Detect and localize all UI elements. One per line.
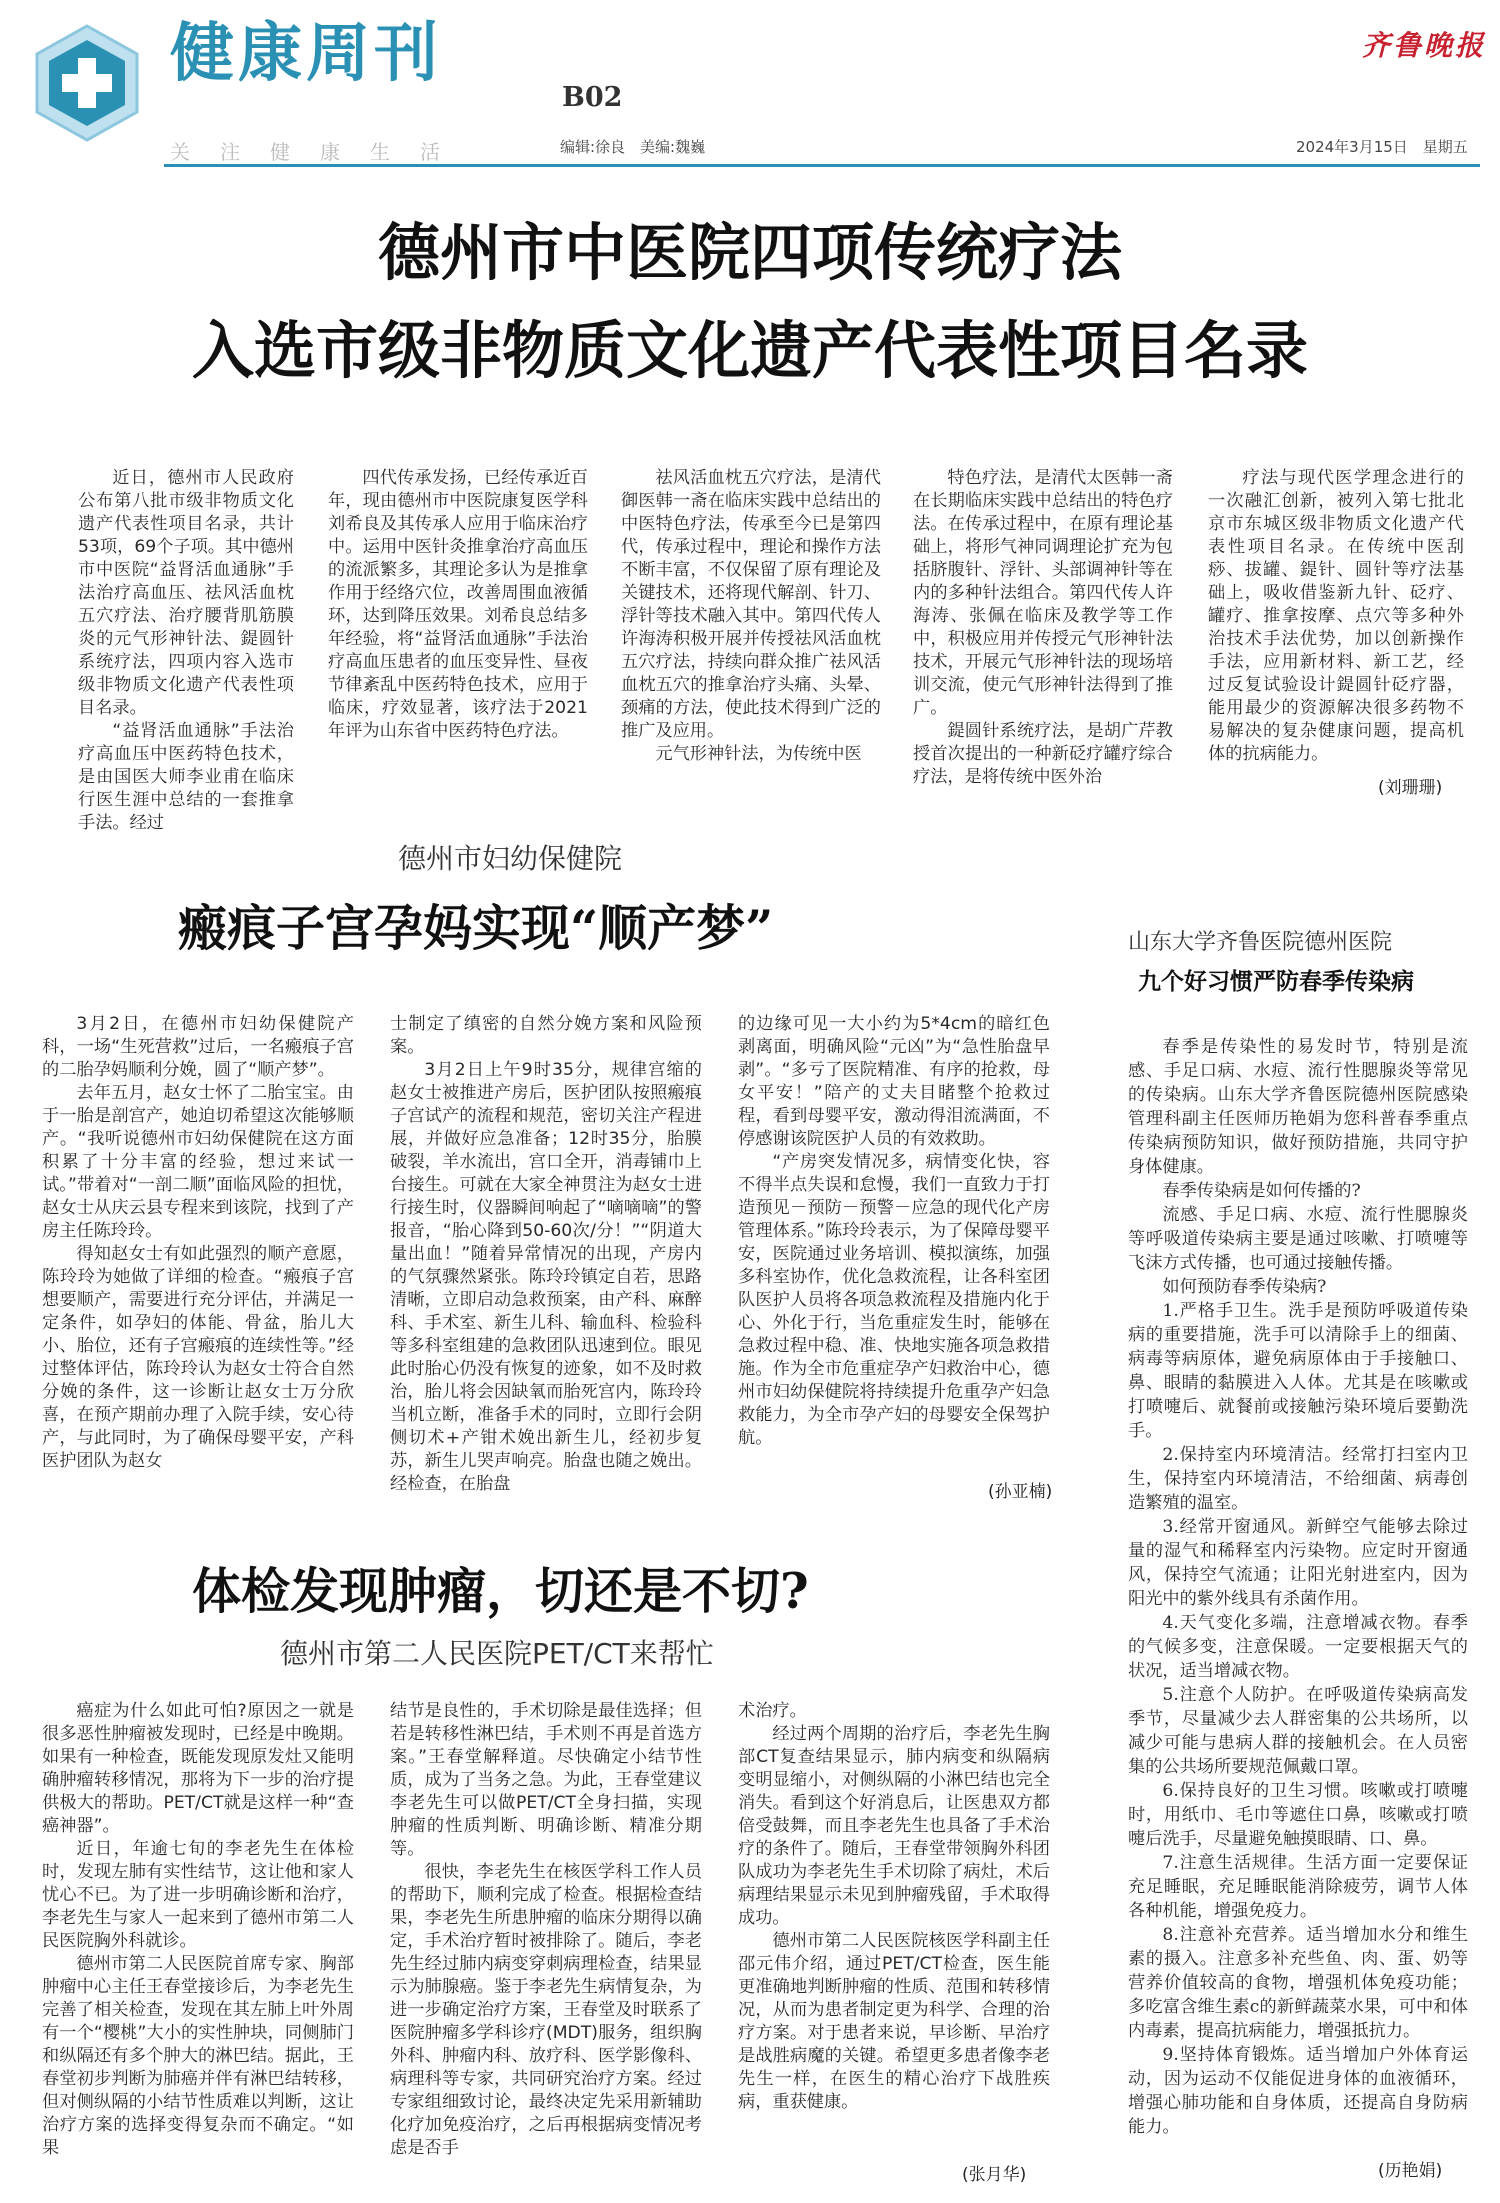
paragraph: “产房突发情况多，病情变化快，容不得半点失误和怠慢，我们一直致力于打造预见－预防－预警－应急的现代化产房管理体系。”陈玲玲表示，为了保障母婴平安，医院通过业务培训、模拟演练，加强多科室协作，优化急救流程，让各科室团队医护人员将各项急救流程及措施内化于心、外化于行，当危重症发生时，能够在急救过程中稳、准、快地实施各项急救措施。作为全市危重症孕产妇救治中心，德州市妇幼保健院将持续提升危重孕产妇急救能力，为全市孕产妇的母婴安全保驾护航。 (738, 1152, 1050, 1448)
article2-byline: (孙亚楠) (988, 1482, 1053, 1502)
paragraph: 术治疗。 (738, 1701, 807, 1721)
newspaper-logo: 齐鲁晚报 (1362, 29, 1487, 62)
tip-item: 5.注意个人防护。在呼吸道传染病高发季节，尽量减少去人群密集的公共场所，以减少可能与患病人群的接触机会。在人员密集的公共场所要规范佩戴口罩。 (1128, 1685, 1468, 1777)
article3-column-2 (390, 1700, 702, 2160)
tip-item: 2.保持室内环境清洁。经常打扫室内卫生，保持室内环境清洁，不给细菌、病毒创造繁殖的温室。 (1128, 1445, 1468, 1513)
paragraph: 经过两个周期的治疗后，李老先生胸部CT复查结果显示，肺内病变和纵隔病变明显缩小，对侧纵隔的小淋巴结也完全消失。看到这个好消息后，让医患双方都倍受鼓舞，而且李老先生也具备了手术治疗的条件了。随后，王春堂带领胸外科团队成功为李老先生手术切除了病灶，术后病理结果显示未见到肿瘤残留，手术取得成功。 (738, 1724, 1050, 1928)
paragraph: 近日，年逾七旬的李老先生在体检时，发现左肺有实性结节，这让他和家人忧心不已。为了进一步明确诊断和治疗，李老先生与家人一起来到了德州市第二人民医院胸外科就诊。 (42, 1839, 354, 1951)
hexagon-cross-icon (22, 18, 152, 148)
paragraph: 士制定了缜密的自然分娩方案和风险预案。 (390, 1014, 702, 1057)
paragraph: 鍉圆针系统疗法，是胡广芹教授首次提出的一种新砭疗罐疗综合疗法，是将传统中医外治 (913, 721, 1173, 787)
tip-item: 6.保持良好的卫生习惯。咳嗽或打喷嚏时，用纸巾、毛巾等遮住口鼻，咳嗽或打喷嚏后洗手，尽量避免触摸眼睛、口、鼻。 (1128, 1781, 1468, 1849)
tip-item: 3.经常开窗通风。新鲜空气能够去除过量的湿气和稀释室内污染物。应定时开窗通风，保持空气流通；让阳光射进室内，因为阳光中的紫外线具有杀菌作用。 (1128, 1517, 1468, 1609)
paragraph: 祛风活血枕五穴疗法，是清代御医韩一斋在临床实践中总结出的中医特色疗法，传承至今已是第四代，传承过程中，理论和操作方法不断丰富，不仅保留了原有理论及关键技术，还将现代解剖、针刀、浮针等技术融入其中。第四代传人许海涛积极开展并传授祛风活血枕五穴疗法，持续向群众推广祛风活血枕五穴的推拿治疗头痛、头晕、颈痛的方法，使此技术得到广泛的推广及应用。 (621, 468, 881, 741)
paragraph: 的边缘可见一大小约为5*4cm的暗红色剥离面，明确风险“元凶”为“急性胎盘早剥”。“多亏了医院精准、有序的抢救，母女平安！”陪产的丈夫目睹整个抢救过程，看到母婴平安，激动得泪流满面，不停感谢该院医护人员的有效救助。 (738, 1014, 1050, 1149)
paragraph: 去年五月，赵女士怀了二胎宝宝。由于一胎是剖宫产，她迫切希望这次能够顺产。“我听说德州市妇幼保健院在这方面积累了十分丰富的经验，想过来试一试。”带着对“一剖二顺”面临风险的担忧，赵女士从庆云县专程来到该院，找到了产房主任陈玲玲。 (42, 1083, 354, 1241)
article4-byline: (历艳娟) (1378, 2161, 1443, 2181)
article2-column-2 (390, 1013, 702, 1496)
article3-column-1 (42, 1700, 354, 2160)
question-heading: 如何预防春季传染病? (1162, 1277, 1327, 1297)
masthead-rule (164, 164, 1480, 167)
page-number: B02 (562, 82, 623, 113)
paragraph: 四代传承发扬，已经传承近百年，现由德州市中医院康复医学科刘希良及其传承人应用于临床治疗中。运用中医针灸推拿治疗高血压的流派繁多，其理论多认为是推拿作用于经络穴位，改善周围血液循环，达到降压效果。刘希良总结多年经验，将“益肾活血通脉”手法治疗高血压患者的血压变异性、昼夜节律紊乱中医药特色技术，应用于临床，疗效显著，该疗法于2021年评为山东省中医药特色疗法。 (328, 468, 588, 741)
article2-title: 瘢痕子宫孕妈实现“顺产梦” (178, 899, 774, 957)
paragraph: 得知赵女士有如此强烈的顺产意愿，陈玲玲为她做了详细的检查。“瘢痕子宫想要顺产，需要进行充分评估，并满足一定条件，如孕妇的体能、骨盆，胎儿大小、胎位，还有子宫瘢痕的连续性等。”经过整体评估，陈玲玲认为赵女士符合自然分娩的条件，这一诊断让赵女士万分欣喜，在预产期前办理了入院手续，安心待产，与此同时，为了确保母婴平安，产科医护团队为赵女 (42, 1244, 354, 1471)
article4-title: 九个好习惯严防春季传染病 (1138, 968, 1414, 995)
paragraph: 3月2日上午9时35分，规律宫缩的赵女士被推进产房后，医护团队按照瘢痕子宫试产的流程和规范，密切关注产程进展，并做好应急准备；12时35分，胎膜破裂，羊水流出，宫口全开，消毒铺巾上台接生。可就在大家全神贯注为赵女士进行接生时，仪器瞬间响起了“嘀嘀嘀”的警报音，“胎心降到50-60次/分！”“阴道大量出血！”随着异常情况的出现，产房内的气氛骤然紧张。陈玲玲镇定自若，思路清晰，立即启动急救预案，由产科、麻醉科、手术室、新生儿科、输血科、检验科等多科室组建的急救团队迅速到位。眼见此时胎心仍没有恢复的迹象，如不及时救治，胎儿将会因缺氧而胎死宫内，陈玲玲当机立断，准备手术的同时，立即行会阴侧切术+产钳术娩出新生儿，经初步复苏，新生儿哭声响亮。胎盘也随之娩出。经检查，在胎盘 (390, 1060, 702, 1494)
article3-column-3 (738, 1700, 1050, 2114)
tip-item: 8.注意补充营养。适当增加水分和维生素的摄入。注意多补充些鱼、肉、蛋、奶等营养价值较高的食物，增强机体免疫功能；多吃富含维生素c的新鲜蔬菜水果，可中和体内毒素，提高抗病能力，增强抵抗力。 (1128, 1925, 1468, 2041)
paragraph: 德州市第二人民医院核医学科副主任邵元伟介绍，通过PET/CT检查，医生能更准确地判断肿瘤的性质、范围和转移情况，从而为患者制定更为科学、合理的治疗方案。对于患者来说，早诊断、早治疗是战胜病魔的关键。希望更多患者像李老先生一样，在医生的精心治疗下战胜疾病，重获健康。 (738, 1931, 1050, 2112)
masthead-logo (22, 18, 152, 148)
paragraph: 近日，德州市人民政府公布第八批市级非物质文化遗产代表性项目名录，共计53项，69个子项。其中德州市中医院“益肾活血通脉”手法治疗高血压、祛风活血枕五穴疗法、治疗腰背肌筋膜炎的元气形神针法、鍉圆针系统疗法，四项内容入选市级非物质文化遗产代表性项目名录。 (78, 468, 294, 718)
paragraph: “益肾活血通脉”手法治疗高血压中医药特色技术，是由国医大师李业甫在临床行医生涯中总结的一套推拿手法。经过 (78, 721, 294, 833)
article1-column-4 (913, 467, 1173, 789)
article4-body (1128, 1035, 1468, 2139)
article1-column-1 (78, 467, 294, 835)
tip-item: 4.天气变化多端，注意增减衣物。春季的气候多变，注意保暖。一定要根据天气的状况，适当增减衣物。 (1128, 1613, 1468, 1681)
article1-byline: (刘珊珊) (1378, 778, 1443, 798)
paragraph: 3月2日，在德州市妇幼保健院产科，一场“生死营救”过后，一名瘢痕子宫的二胎孕妈顺利分娩，圆了“顺产梦”。 (42, 1014, 354, 1080)
editors-credit: 编辑:徐良 美编:魏巍 (560, 138, 706, 156)
tip-item: 7.注意生活规律。生活方面一定要保证充足睡眠，充足睡眠能消除疲劳，调节人体各种机能，增强免疫力。 (1128, 1853, 1468, 1921)
article3-subtitle: 德州市第二人民医院PET/CT来帮忙 (280, 1637, 714, 1670)
paragraph: 很快，李老先生在核医学科工作人员的帮助下，顺利完成了检查。根据检查结果，李老先生所患肿瘤的临床分期得以确定，手术治疗暂时被排除了。随后，李老先生经过肺内病变穿刺病理检查，结果显示为肺腺癌。鉴于李老先生病情复杂，为进一步确定治疗方案，王春堂及时联系了医院肿瘤多学科诊疗(MDT)服务，组织胸外科、肿瘤内科、放疗科、医学影像科、病理科等专家，共同研究治疗方案。经过专家组细致讨论，最终决定先采用新辅助化疗加免疫治疗，之后再根据病变情况考虑是否手 (390, 1862, 702, 2158)
article1-column-3 (621, 467, 881, 766)
article2-column-3 (738, 1013, 1050, 1450)
paragraph: 癌症为什么如此可怕?原因之一就是很多恶性肿瘤被发现时，已经是中晚期。如果有一种检查，既能发现原发灶又能明确肿瘤转移情况，那将为下一步的治疗提供极大的帮助。PET/CT就是这样一种“查癌神器”。 (42, 1701, 354, 1836)
tip-item: 9.坚持体育锻炼。适当增加户外体育运动，因为运动不仅能促进身体的血液循环，增强心肺功能和自身体质，还提高自身防病能力。 (1128, 2045, 1468, 2137)
article3-byline: (张月华) (962, 2165, 1027, 2185)
question-heading: 春季传染病是如何传播的? (1162, 1181, 1361, 1201)
article3-title: 体检发现肿瘤，切还是不切? (192, 1562, 809, 1620)
paragraph: 结节是良性的，手术切除是最佳选择；但若是转移性淋巴结，手术则不再是首选方案。”王春堂解释道。尽快确定小结节性质，成为了当务之急。为此，王春堂建议李老先生可以做PET/CT全身扫描，实现肿瘤的性质判断、明确诊断、精准分期等。 (390, 1701, 702, 1859)
article1-title-line1: 德州市中医院四项传统疗法 (377, 216, 1122, 289)
paragraph: 春季是传染性的易发时节，特别是流感、手足口病、水痘、流行性腮腺炎等常见的传染病。山东大学齐鲁医院德州医院感染管理科副主任医师历艳娟为您科普春季重点传染病预防知识，做好预防措施，共同守护身体健康。 (1128, 1037, 1468, 1177)
article1-column-2 (328, 467, 588, 743)
article1-column-5 (1208, 467, 1464, 766)
paragraph: 流感、手足口病、水痘、流行性腮腺炎等呼吸道传染病主要是通过咳嗽、打喷嚏等飞沫方式传播，也可通过接触传播。 (1128, 1205, 1468, 1273)
article1-title-line2: 入选市级非物质文化遗产代表性项目名录 (191, 314, 1308, 387)
section-title: 健康周刊 (170, 16, 442, 91)
section-slogan: 关注健康生活 (170, 140, 470, 164)
paragraph: 疗法与现代医学理念进行的一次融汇创新，被列入第七批北京市东城区级非物质文化遗产代表性项目名录。在传统中医刮痧、拔罐、鍉针、圆针等疗法基础上，吸收借鉴新九针、砭疗、罐疗、推拿按摩、点穴等多种外治技术手法优势，加以创新操作手法，应用新材料、新工艺，经过反复试验设计鍉圆针砭疗器，能用最少的资源解决很多药物不易解决的复杂健康问题，提高机体的抗病能力。 (1208, 468, 1464, 764)
article2-institution: 德州市妇幼保健院 (398, 842, 623, 875)
tip-item: 1.严格手卫生。洗手是预防呼吸道传染病的重要措施，洗手可以清除手上的细菌、病毒等病原体，避免病原体由于手接触口、鼻、眼睛的黏膜进入人体。尤其是在咳嗽或打喷嚏后、就餐前或接触污染环境后要勤洗手。 (1128, 1301, 1468, 1441)
paragraph: 德州市第二人民医院首席专家、胸部肿瘤中心主任王春堂接诊后，为李老先生完善了相关检查，发现在其左肺上叶外周有一个“樱桃”大小的实性肿块，同侧肺门和纵隔还有多个肿大的淋巴结。据此，王春堂初步判断为肺癌并伴有淋巴结转移，但对侧纵隔的小结节性质难以判断，这让治疗方案的选择变得复杂而不确定。“如果 (42, 1954, 354, 2158)
paragraph: 元气形神针法，为传统中医 (655, 744, 862, 764)
article4-institution: 山东大学齐鲁医院德州医院 (1128, 930, 1393, 955)
paragraph: 特色疗法，是清代太医韩一斋在长期临床实践中总结出的特色疗法。在传承过程中，在原有理论基础上，将形气神同调理论扩充为包括脐腹针、浮针、头部调神针等在内的多种针法组合。第四代传人许海涛、张佩在临床及教学等工作中，积极应用并传授元气形神针法技术，开展元气形神针法的现场培训交流，使元气形神针法得到了推广。 (913, 468, 1173, 718)
article2-column-1 (42, 1013, 354, 1473)
issue-date: 2024年3月15日 星期五 (1296, 138, 1468, 156)
